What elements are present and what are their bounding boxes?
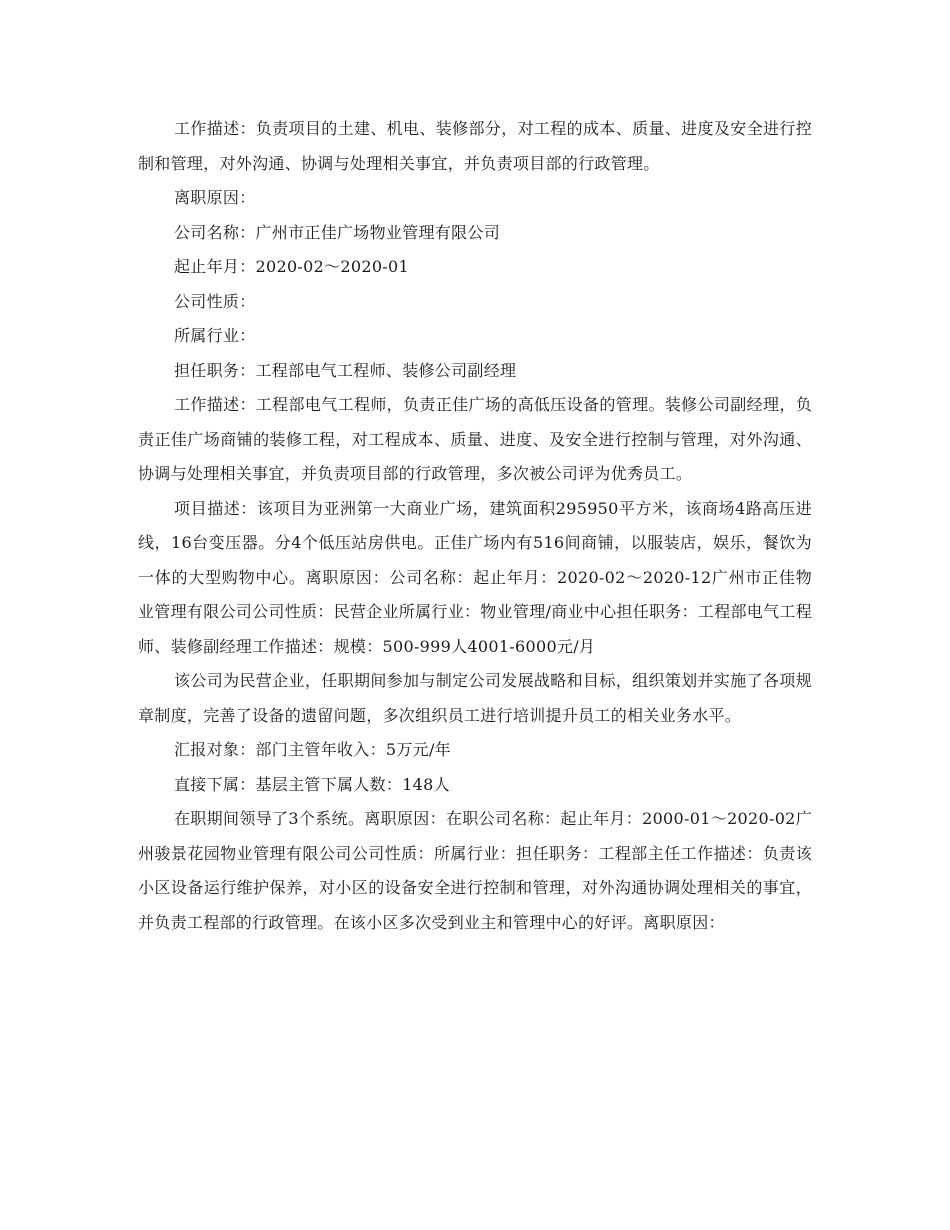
paragraph-company-type: 公司性质： bbox=[174, 291, 256, 311]
paragraph-tenure-summary: 在职期间领导了3个系统。离职原因：在职公司名称：起止年月：2000-01～2020-02广州骏景花园物业管理有限公司公司性质：所属行业：担任职务：工程部主任工作描述：负责该小区设备运行维护保养，对小区的设备安全进行控制和管理，对外沟通协调处理相关的事宜，并负责工程部的行政管理。在该小区多次受到业主和管理中心的好评。离职原因： bbox=[138, 809, 812, 932]
paragraph-report-to: 汇报对象：部门主管年收入：5万元/年 bbox=[174, 740, 451, 759]
paragraph-position: 担任职务：工程部电气工程师、装修公司副经理 bbox=[174, 360, 517, 380]
paragraph-company-overview: 该公司为民营企业，任职期间参加与制定公司发展战略和目标，组织策划并实施了各项规章制度，完善了设备的遗留问题，多次组织员工进行培训提升员工的相关业务水平。 bbox=[138, 671, 812, 725]
paragraph-work-description-1: 工作描述：负责项目的土建、机电、装修部分，对工程的成本、质量、进度及安全进行控制和管理，对外沟通、协调与处理相关事宜，并负责项目部的行政管理。 bbox=[138, 119, 812, 173]
paragraph-company-name: 公司名称：广州市正佳广场物业管理有限公司 bbox=[174, 222, 501, 242]
paragraph-project-description: 项目描述：该项目为亚洲第一大商业广场，建筑面积295950平方米，该商场4路高压进线，16台变压器。分4个低压站房供电。正佳广场内有516间商铺，以服装店，娱乐，餐饮为一体的大型购物中心。离职原因：公司名称：起止年月：2020-02～2020-12广州市正佳物业管理有限公司公司性质：民营企业所属行业：物业管理/商业中心担任职务：工程部电气工程师、装修副经理工作描述：规模：500-999人4001-6000元/月 bbox=[138, 498, 812, 656]
paragraph-subordinates: 直接下属：基层主管下属人数：148人 bbox=[174, 774, 450, 794]
paragraph-work-description-2: 工作描述：工程部电气工程师，负责正佳广场的高低压设备的管理。装修公司副经理，负责正佳广场商铺的装修工程，对工程成本、质量、进度、及安全进行控制与管理，对外沟通、协调与处理相关事宜，并负责项目部的行政管理，多次被公司评为优秀员工。 bbox=[138, 395, 812, 483]
paragraph-industry: 所属行业： bbox=[174, 326, 256, 345]
document-body bbox=[138, 112, 812, 940]
paragraph-period: 起止年月：2020-02～2020-01 bbox=[174, 257, 409, 276]
paragraph-leave-reason-1: 离职原因： bbox=[174, 188, 256, 207]
